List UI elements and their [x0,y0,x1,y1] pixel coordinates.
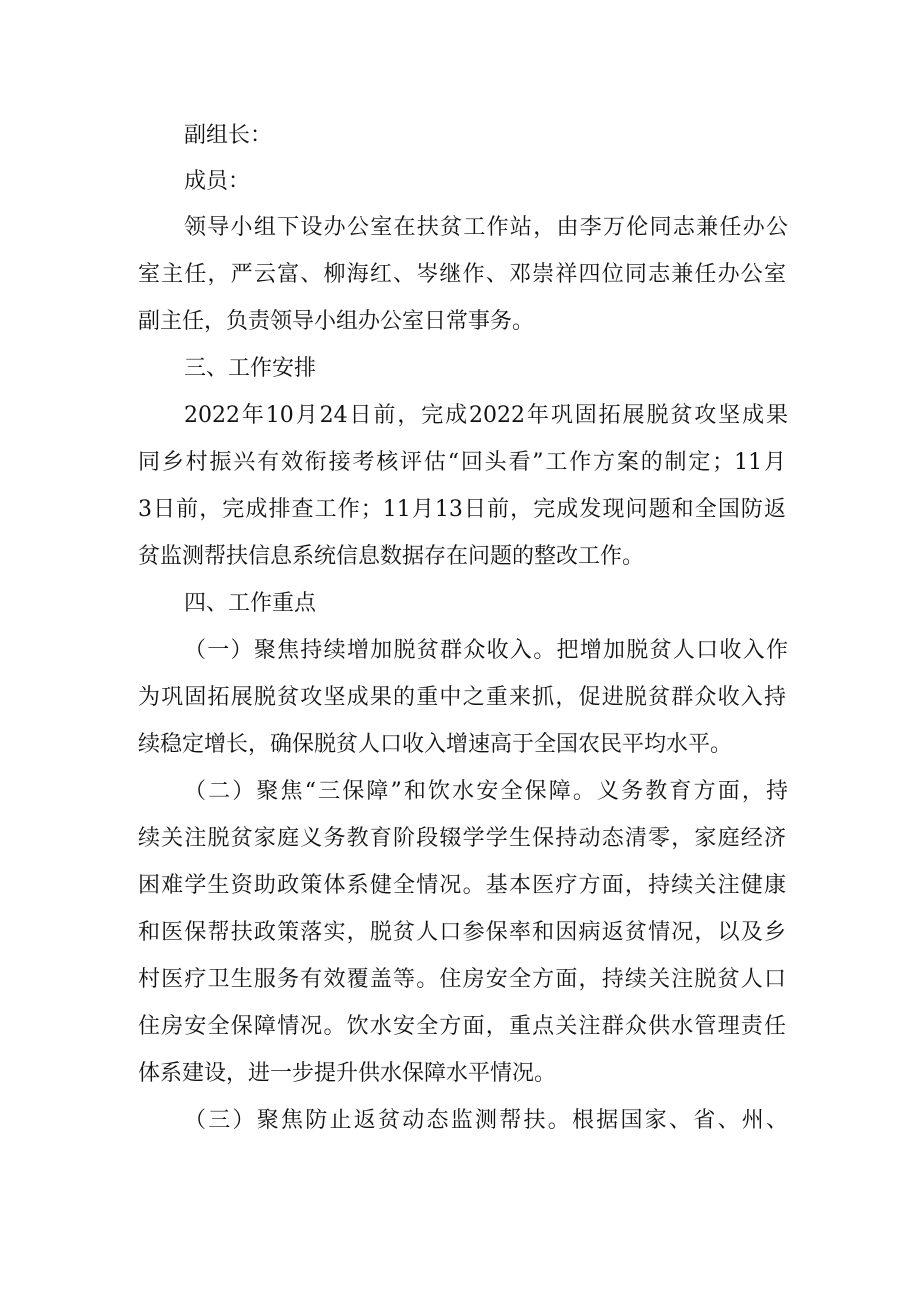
line-schedule-1: 2022年10月24日前，完成2022年巩固拓展脱贫攻坚成果 [184,403,788,428]
line-point1-2: 为巩固拓展脱贫攻坚成果的重中之重来抓，促进脱贫群众收入持 [138,685,786,710]
line-schedule-4: 贫监测帮扶信息系统信息数据存在问题的整改工作。 [138,544,645,569]
line-office-3: 副主任，负责领导小组办公室日常事务。 [138,309,535,334]
line-point1-3: 续稳定增长，确保脱贫人口收入增速高于全国农民平均水平。 [138,732,733,757]
line-members: 成员： [184,169,251,194]
line-schedule-3: 3日前，完成排查工作；11月13日前，完成发现问题和全国防返 [138,497,786,522]
section-heading-3: 三、工作安排 [184,356,317,381]
line-deputy-leader: 副组长： [184,123,273,148]
line-point2-2: 续关注脱贫家庭义务教育阶段辍学学生保持动态清零，家庭经济 [138,826,786,851]
line-point2-4: 和医保帮扶政策落实，脱贫人口参保率和因病返贫情况，以及乡 [138,920,786,945]
line-point3-1: （三）聚焦防止返贫动态监测帮扶。根据国家、省、州、 [184,1108,788,1133]
line-office-1: 领导小组下设办公室在扶贫工作站，由李万伦同志兼任办公 [184,215,788,240]
line-office-2: 室主任，严云富、柳海红、岑继作、邓崇祥四位同志兼任办公室 [138,262,786,287]
line-point2-7: 体系建设，进一步提升供水保障水平情况。 [138,1061,557,1086]
line-schedule-2: 同乡村振兴有效衔接考核评估“回头看”工作方案的制定；11月 [138,450,786,475]
line-point1-1: （一）聚焦持续增加脱贫群众收入。把增加脱贫人口收入作 [184,638,788,663]
line-point2-3: 困难学生资助政策体系健全情况。基本医疗方面，持续关注健康 [138,873,786,898]
line-point2-6: 住房安全保障情况。饮水安全方面，重点关注群众供水管理责任 [138,1014,786,1039]
line-point2-5: 村医疗卫生服务有效覆盖等。住房安全方面，持续关注脱贫人口 [138,967,786,992]
line-point2-1: （二）聚焦“三保障”和饮水安全保障。义务教育方面，持 [184,779,788,804]
section-heading-4: 四、工作重点 [184,591,317,616]
